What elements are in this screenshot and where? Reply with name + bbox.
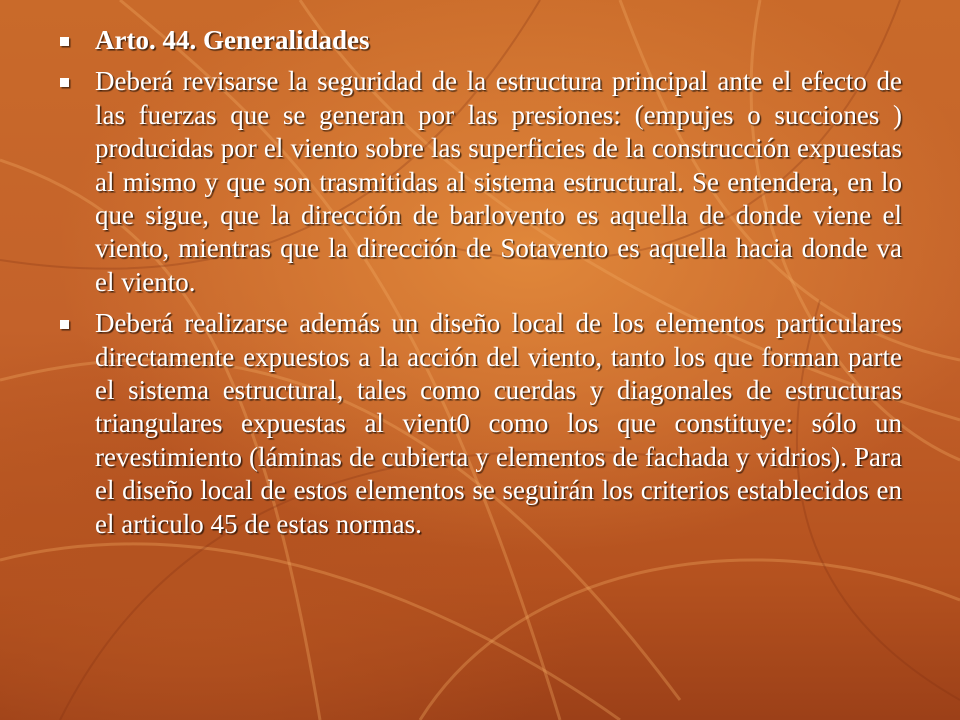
- list-item-heading: [52, 24, 902, 57]
- paragraph-text: Deberá revisarse la seguridad de la estructura principal ante el efecto de las fuerzas que se generan por las presiones: (empujes o succiones ) producidas por el viento sobre las superficies de la construcción expuestas al mismo y que son trasmitidas al sistema estructural. Se entendera, en lo que sigue, que la dirección de barlovento es aquella de donde viene el viento, mientras que la dirección de Sotavento es aquella hacia donde va el viento.: [95, 66, 902, 297]
- list-item: [52, 65, 902, 299]
- heading-text: Arto. 44. Generalidades: [95, 25, 370, 55]
- paragraph-text: Deberá realizarse además un diseño local de los elementos particulares directamente expuestos a la acción del viento, tanto los que forman parte el sistema estructural, tales como cuerdas y diagonales de estructuras triangulares expuestas al vient0 como los que constituye: sólo un revestimiento (láminas de cubierta y elementos de fachada y vidrios). Para el diseño local de estos elementos se seguirán los criterios establecidos en el articulo 45 de estas normas.: [95, 308, 902, 539]
- list-item: [52, 307, 902, 541]
- square-bullet-icon: [60, 320, 69, 329]
- square-bullet-icon: [60, 37, 69, 46]
- bullet-list: [52, 24, 902, 549]
- square-bullet-icon: [60, 78, 69, 87]
